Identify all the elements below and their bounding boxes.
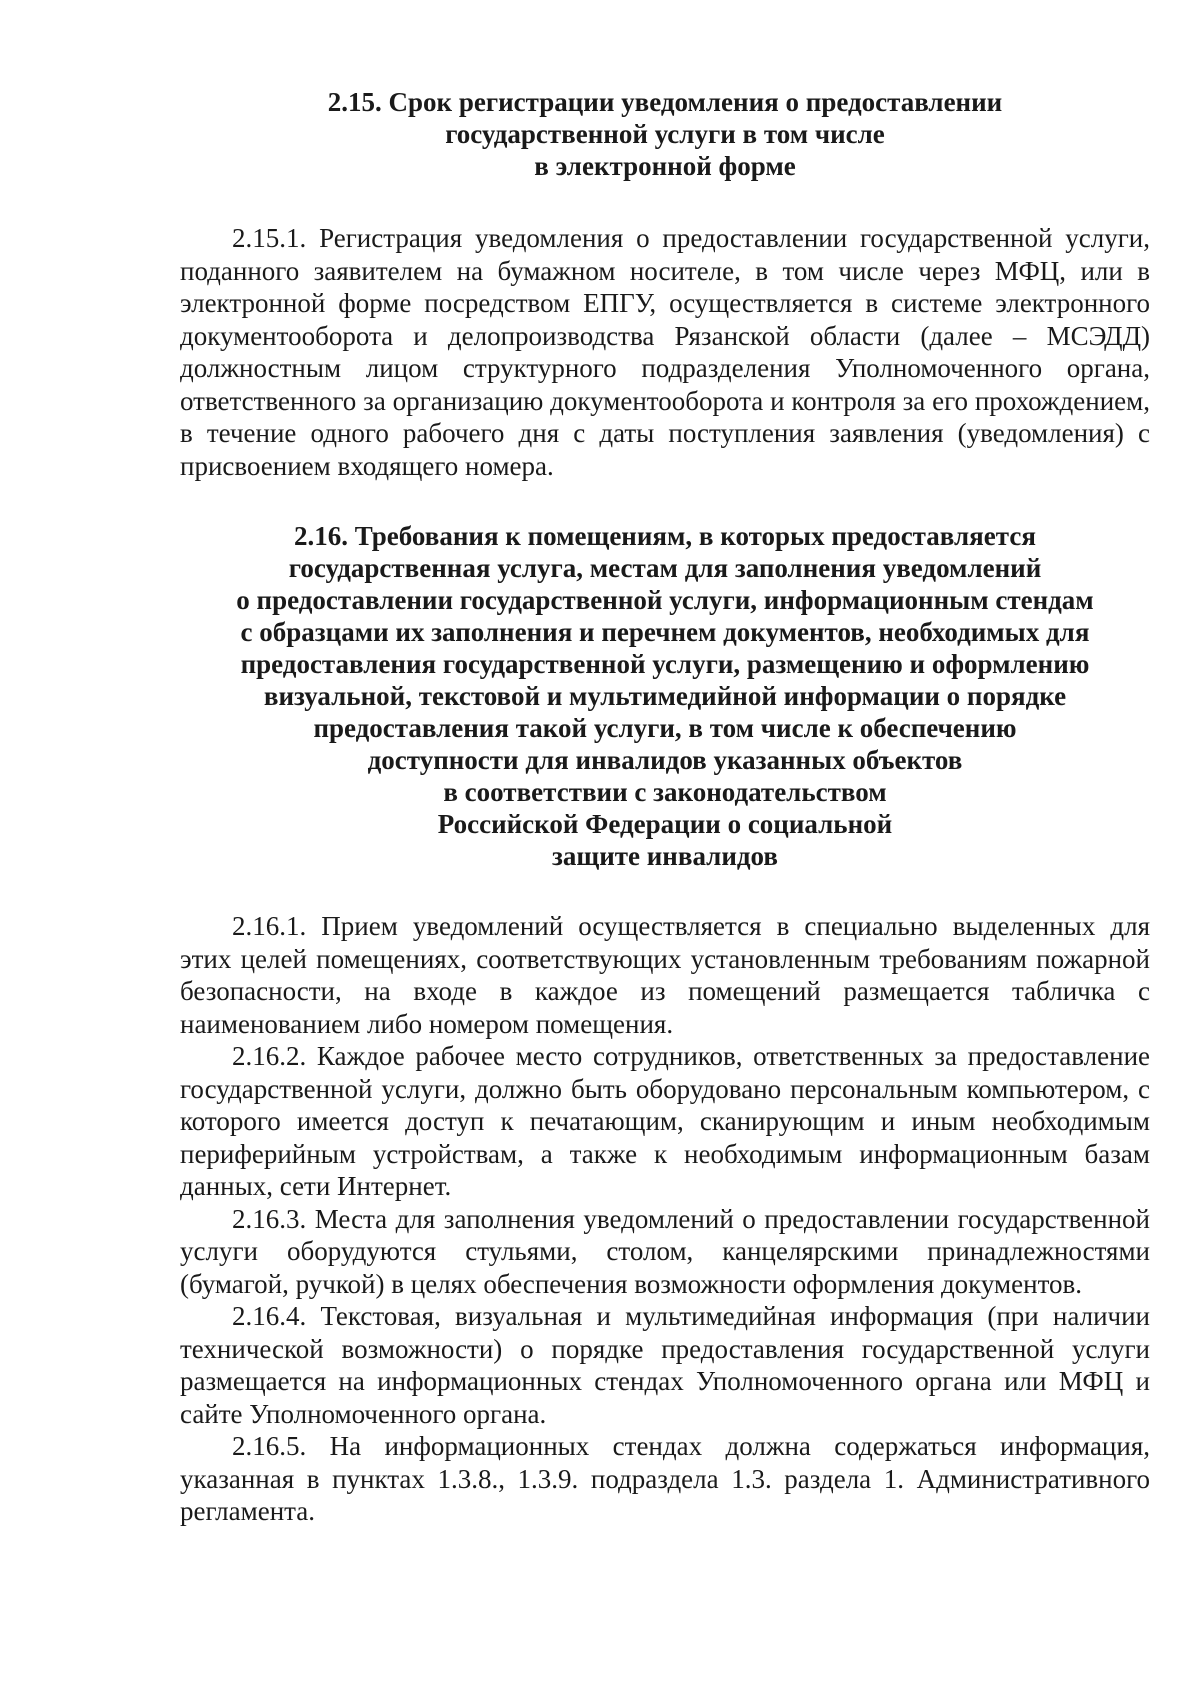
heading-line: доступности для инвалидов указанных объектов bbox=[367, 745, 963, 775]
paragraph-2-16-2: 2.16.2. Каждое рабочее место сотрудников, ответственных за предоставление государственной услуги, должно быть оборудовано персональным компьютером, с которого имеется доступ к печатающим, сканирующим и иным необходимым периферийным устройствам, а также к необходимым информационным базам данных, сети Интернет. bbox=[180, 1041, 1150, 1201]
paragraph-2-16-4: 2.16.4. Текстовая, визуальная и мультимедийная информация (при наличии технической возможности) о порядке предоставления государственной услуги размещается на информационных стендах Уполномоченного органа или МФЦ и сайте Уполномоченного органа. bbox=[180, 1301, 1150, 1429]
heading-line: визуальной, текстовой и мультимедийной информации о порядке bbox=[263, 681, 1067, 711]
heading-line: 2.16. Требования к помещениям, в которых предоставляется bbox=[294, 521, 1036, 551]
heading-line: в электронной форме bbox=[534, 151, 796, 181]
paragraph-2-16-5: 2.16.5. На информационных стендах должна содержаться информация, указанная в пунктах 1.3.8., 1.3.9. подраздела 1.3. раздела 1. Административного регламента. bbox=[180, 1431, 1150, 1526]
heading-line: защите инвалидов bbox=[552, 841, 778, 871]
paragraph-2-16-1: 2.16.1. Прием уведомлений осуществляется в специально выделенных для этих целей помещениях, соответствующих установленным требованиям пожарной безопасности, на входе в каждое из помещений размещается табличка с наименованием либо номером помещения. bbox=[180, 911, 1150, 1039]
paragraph-2-16-3: 2.16.3. Места для заполнения уведомлений о предоставлении государственной услуги оборудуются стульями, столом, канцелярскими принадлежностями (бумагой, ручкой) в целях обеспечения возможности оформления документов. bbox=[180, 1203, 1150, 1299]
section-2-16-heading bbox=[180, 520, 1150, 872]
heading-line: о предоставлении государственной услуги, информационным стендам bbox=[236, 585, 1094, 615]
document-page bbox=[180, 86, 1150, 1528]
heading-line: в соответствии с законодательством bbox=[443, 777, 887, 807]
heading-line: предоставления такой услуги, в том числе к обеспечению bbox=[313, 713, 1017, 743]
section-2-15-heading bbox=[180, 86, 1150, 182]
heading-line: Российской Федерации о социальной bbox=[437, 809, 893, 839]
heading-line: государственная услуга, местам для заполнения уведомлений bbox=[288, 553, 1042, 583]
paragraph-2-15-1: 2.15.1. Регистрация уведомления о предоставлении государственной услуги, поданного заявителем на бумажном носителе, в том числе через МФЦ, или в электронной форме посредством ЕПГУ, осуществляется в системе электронного документооборота и делопроизводства Рязанской области (далее – МСЭДД) должностным лицом структурного подразделения Уполномоченного органа, ответственного за организацию документооборота и контроля за его прохождением, в течение одного рабочего дня с даты поступления заявления (уведомления) с присвоением входящего номера. bbox=[180, 223, 1150, 481]
heading-line: государственной услуги в том числе bbox=[445, 119, 885, 149]
heading-line: предоставления государственной услуги, размещению и оформлению bbox=[240, 649, 1090, 679]
heading-line: 2.15. Срок регистрации уведомления о предоставлении bbox=[327, 87, 1003, 117]
heading-line: с образцами их заполнения и перечнем документов, необходимых для bbox=[240, 617, 1090, 647]
